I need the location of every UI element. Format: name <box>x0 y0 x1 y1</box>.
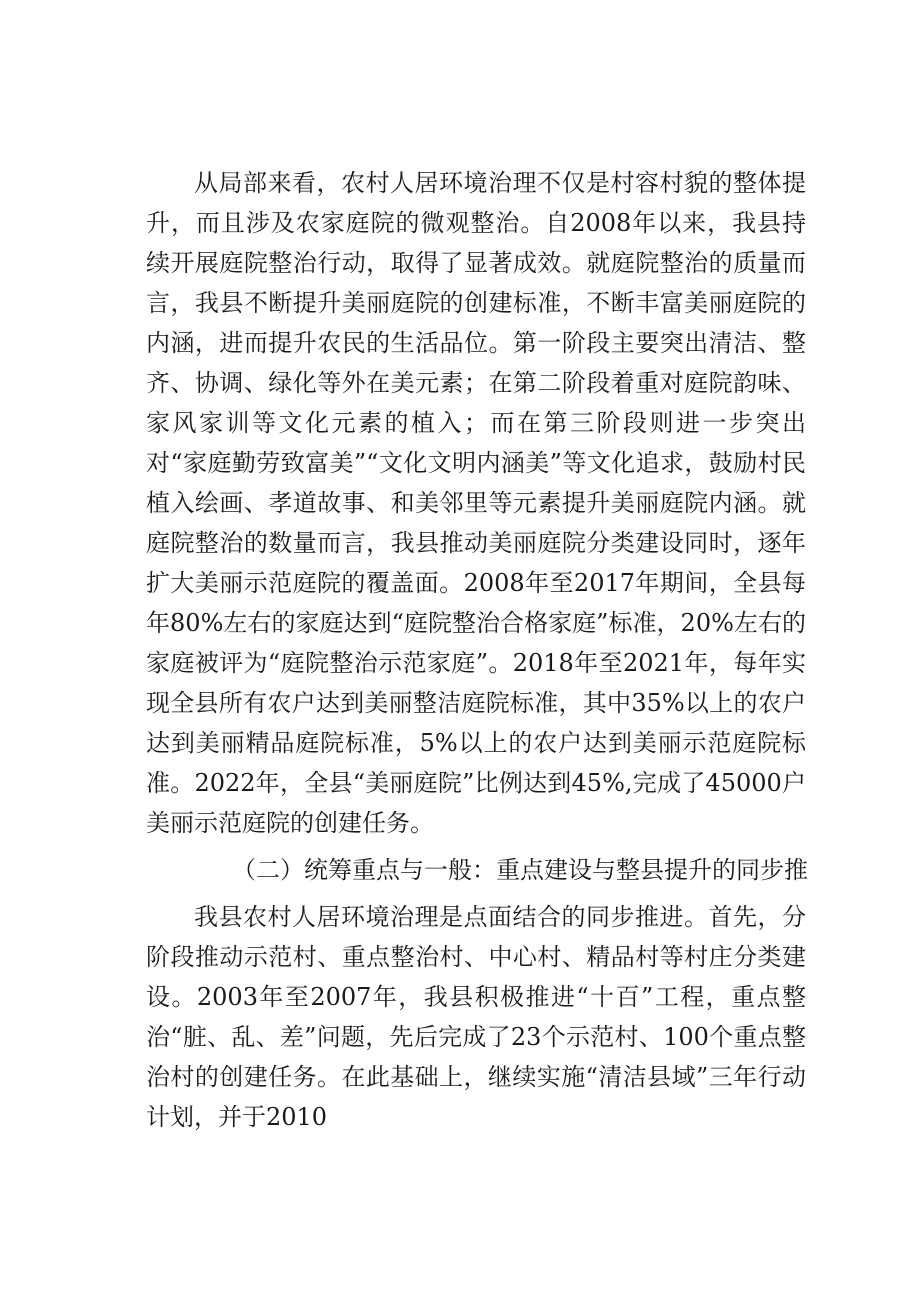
section-heading: （二）统筹重点与一般：重点建设与整县提升的同步推 <box>232 856 808 884</box>
body-paragraph-1 <box>146 163 806 843</box>
paragraph-text: 我县农村人居环境治理是点面结合的同步推进。首先，分阶段推动示范村、重点整治村、中心村、精品村等村庄分类建设。2003年至2007年，我县积极推进“十百”工程，重点整治“脏、乱、差”问题，先后完成了23个示范村、100个重点整治村的创建任务。在此基础上，继续实施“清洁县域”三年行动计划，并于2010 <box>146 903 806 1131</box>
body-paragraph-2 <box>146 897 806 1137</box>
paragraph-text: 从局部来看，农村人居环境治理不仅是村容村貌的整体提升，而且涉及农家庭院的微观整治。自2008年以来，我县持续开展庭院整治行动，取得了显著成效。就庭院整治的质量而言，我县不断提升美丽庭院的创建标准，不断丰富美丽庭院的内涵，进而提升农民的生活品位。第一阶段主要突出清洁、整齐、协调、绿化等外在美元素；在第二阶段着重对庭院韵味、家风家训等文化元素的植入；而在第三阶段则进一步突出对“家庭勤劳致富美”“文化文明内涵美”等文化追求，鼓励村民植入绘画、孝道故事、和美邻里等元素提升美丽庭院内涵。就庭院整治的数量而言，我县推动美丽庭院分类建设同时，逐年扩大美丽示范庭院的覆盖面。2008年至2017年期间，全县每年80%左右的家庭达到“庭院整治合格家庭”标准，20%左右的家庭被评为“庭院整治示范家庭”。2018年至2021年，每年实现全县所有农户达到美丽整洁庭院标准，其中35%以上的农户达到美丽精品庭院标准，5%以上的农户达到美丽示范庭院标准。2022年，全县“美丽庭院”比例达到45%,完成了45000户美丽示范庭院的创建任务。 <box>146 169 806 837</box>
